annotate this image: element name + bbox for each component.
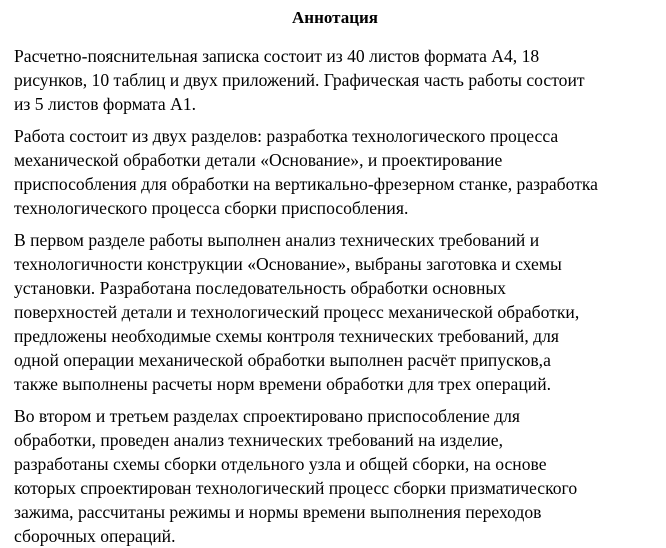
text-line: из 5 листов формата А1. [14, 94, 197, 114]
text-line: Работа состоит из двух разделов: разработка технологического процесса [14, 126, 559, 146]
text-line: В первом разделе работы выполнен анализ технических требований и [14, 230, 540, 250]
text-line: которых спроектирован технологический процесс сборки призматического [14, 478, 578, 498]
text-line: технологического процесса сборки приспособления. [14, 198, 409, 218]
paragraph-structure [14, 124, 656, 220]
document-title: Аннотация [292, 8, 378, 27]
paragraph-first-section [14, 228, 656, 396]
text-line: зажима, рассчитаны режимы и нормы времени выполнения переходов [14, 502, 542, 522]
text-line: установки. Разработана последовательность обработки основных [14, 278, 506, 298]
paragraph-second-third-sections [14, 404, 656, 548]
text-line: сборочных операций. [14, 526, 176, 546]
text-line: приспособления для обработки на вертикально-фрезерном станке, разработка [14, 174, 598, 194]
text-line: технологичности конструкции «Основание», выбраны заготовка и схемы [14, 254, 562, 274]
paragraph-summary [14, 44, 656, 116]
text-line: обработки, проведен анализ технических требований на изделие, [14, 430, 503, 450]
text-line: предложены необходимые схемы контроля технических требований, для [14, 326, 559, 346]
text-line: также выполнены расчеты норм времени обработки для трех операций. [14, 374, 552, 394]
text-line: одной операции механической обработки выполнен расчёт припусков,а [14, 350, 551, 370]
text-line: механической обработки детали «Основание», и проектирование [14, 150, 503, 170]
text-line: поверхностей детали и технологический процесс механической обработки, [14, 302, 580, 322]
text-line: рисунков, 10 таблиц и двух приложений. Графическая часть работы состоит [14, 70, 585, 90]
text-line: Во втором и третьем разделах спроектировано приспособление для [14, 406, 521, 426]
text-line: Расчетно-пояснительная записка состоит из 40 листов формата А4, 18 [14, 46, 540, 66]
text-line: разработаны схемы сборки отдельного узла и общей сборки, на основе [14, 454, 547, 474]
